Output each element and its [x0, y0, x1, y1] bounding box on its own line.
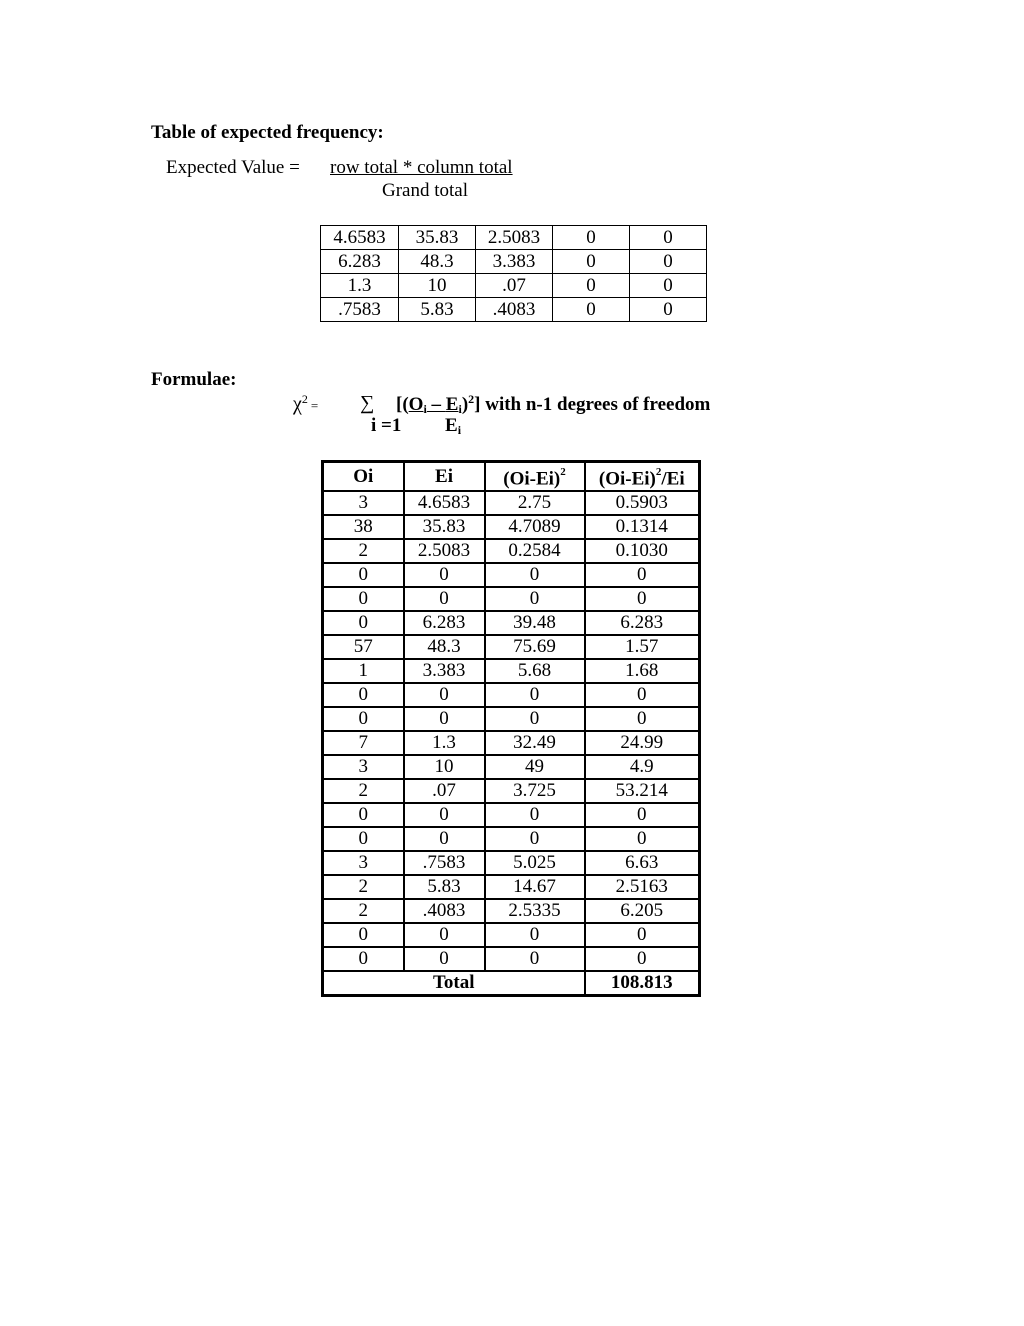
table-cell: 0.2584 [485, 539, 585, 563]
expected-frequency-heading: Table of expected frequency: [151, 122, 384, 143]
table-row [323, 611, 700, 635]
table-cell: 2 [323, 875, 404, 899]
expected-cell: 0 [553, 274, 630, 298]
table-cell: .4083 [404, 899, 485, 923]
table-cell: 0 [485, 563, 585, 587]
table-cell: 2 [323, 899, 404, 923]
table-cell: .07 [404, 779, 485, 803]
table-cell: 0 [585, 587, 700, 611]
total-value: 108.813 [585, 971, 700, 996]
table-cell: 0 [404, 803, 485, 827]
table-cell: 0 [485, 827, 585, 851]
table-row [323, 899, 700, 923]
table-row [323, 587, 700, 611]
table-cell: 0.1030 [585, 539, 700, 563]
table-cell: 0 [323, 707, 404, 731]
table-cell: 0 [585, 803, 700, 827]
table-row [323, 947, 700, 971]
header-diff-squared: $(Oi-Ei)^2$ [485, 462, 585, 492]
table-row [323, 875, 700, 899]
table-cell: 0.5903 [585, 491, 700, 515]
expected-cell: .7583 [321, 298, 399, 322]
table-cell: 2.5335 [485, 899, 585, 923]
table-cell: 5.83 [404, 875, 485, 899]
expected-cell: 1.3 [321, 274, 399, 298]
sigma-symbol: ∑ [360, 392, 375, 414]
table-cell: 0 [323, 611, 404, 635]
table-cell: 0 [585, 923, 700, 947]
table-row [323, 635, 700, 659]
table-cell: 0 [404, 827, 485, 851]
table-cell: 4.9 [585, 755, 700, 779]
table-cell: 24.99 [585, 731, 700, 755]
chi-square-formula: $[(O_i - E_i)^2]$ with n-1 degrees of freedom [396, 392, 711, 416]
table-cell: 0 [585, 947, 700, 971]
table-cell: 0 [323, 683, 404, 707]
table-cell: 7 [323, 731, 404, 755]
table-cell: 0 [323, 947, 404, 971]
table-cell: 0 [485, 683, 585, 707]
table-cell: 6.63 [585, 851, 700, 875]
table-cell: 2.5083 [404, 539, 485, 563]
chi-table-header-row [323, 462, 700, 492]
table-cell: 2 [323, 779, 404, 803]
table-cell: 6.283 [404, 611, 485, 635]
expected-cell: 48.3 [399, 250, 476, 274]
table-cell: 2.75 [485, 491, 585, 515]
total-row [323, 971, 700, 996]
table-cell: 5.025 [485, 851, 585, 875]
table-cell: 0 [485, 707, 585, 731]
expected-cell: 0 [630, 250, 707, 274]
table-cell: 0 [485, 947, 585, 971]
expected-cell: 0 [553, 226, 630, 250]
table-cell: 6.283 [585, 611, 700, 635]
table-cell: 38 [323, 515, 404, 539]
table-row [323, 491, 700, 515]
table-row [323, 779, 700, 803]
table-cell: 1 [323, 659, 404, 683]
expected-cell: 5.83 [399, 298, 476, 322]
expected-value-denominator: Grand total [382, 180, 469, 201]
expected-cell: 10 [399, 274, 476, 298]
expected-value-numerator: row total * column total [330, 157, 513, 178]
expected-row [321, 274, 707, 298]
expected-cell: 2.5083 [476, 226, 553, 250]
table-cell: 0 [404, 947, 485, 971]
table-cell: 3 [323, 851, 404, 875]
header-diff-squared-over-ei: $(Oi-Ei)^2/Ei$ [585, 462, 700, 492]
expected-row [321, 298, 707, 322]
formulae-heading: Formulae: [151, 369, 237, 390]
table-row [323, 923, 700, 947]
table-cell: 0 [485, 923, 585, 947]
header-ei: Ei [404, 462, 485, 492]
expected-cell: 0 [630, 226, 707, 250]
table-cell: 0 [323, 563, 404, 587]
table-row [323, 659, 700, 683]
table-cell: 3 [323, 755, 404, 779]
chi-square-table [321, 460, 701, 997]
table-cell: 2.5163 [585, 875, 700, 899]
table-row [323, 539, 700, 563]
table-row [323, 755, 700, 779]
table-cell: 1.57 [585, 635, 700, 659]
table-cell: 2 [323, 539, 404, 563]
table-row [323, 827, 700, 851]
table-row [323, 731, 700, 755]
expected-frequency-table [320, 225, 707, 322]
table-cell: 0 [585, 563, 700, 587]
expected-cell: .4083 [476, 298, 553, 322]
table-cell: 53.214 [585, 779, 700, 803]
table-cell: 0.1314 [585, 515, 700, 539]
header-oi: Oi [323, 462, 404, 492]
expected-row [321, 226, 707, 250]
chi-square-symbol: $\chi^2$ = [293, 392, 319, 415]
table-cell: 4.7089 [485, 515, 585, 539]
table-cell: 3.383 [404, 659, 485, 683]
table-cell: 0 [485, 587, 585, 611]
table-cell: 0 [323, 587, 404, 611]
expected-row [321, 250, 707, 274]
table-cell: 75.69 [485, 635, 585, 659]
table-row [323, 563, 700, 587]
expected-cell: 3.383 [476, 250, 553, 274]
table-cell: .7583 [404, 851, 485, 875]
table-cell: 0 [323, 803, 404, 827]
table-cell: 0 [485, 803, 585, 827]
total-label: Total [323, 971, 585, 996]
expected-cell: 35.83 [399, 226, 476, 250]
table-row [323, 515, 700, 539]
table-cell: 1.68 [585, 659, 700, 683]
expected-cell: 0 [553, 298, 630, 322]
table-cell: 0 [323, 923, 404, 947]
table-cell: 49 [485, 755, 585, 779]
table-row [323, 803, 700, 827]
table-row [323, 683, 700, 707]
table-cell: 0 [404, 683, 485, 707]
formula-denominator: $E_i$ [445, 415, 462, 437]
table-cell: 39.48 [485, 611, 585, 635]
table-cell: 0 [404, 923, 485, 947]
table-cell: 0 [585, 683, 700, 707]
expected-cell: 0 [630, 298, 707, 322]
table-cell: 0 [404, 707, 485, 731]
table-cell: 0 [323, 827, 404, 851]
expected-cell: .07 [476, 274, 553, 298]
table-cell: 0 [404, 563, 485, 587]
table-cell: 0 [585, 827, 700, 851]
table-cell: 0 [404, 587, 485, 611]
expected-cell: 6.283 [321, 250, 399, 274]
table-cell: 57 [323, 635, 404, 659]
expected-cell: 0 [553, 250, 630, 274]
table-cell: 6.205 [585, 899, 700, 923]
expected-cell: 4.6583 [321, 226, 399, 250]
table-cell: 5.68 [485, 659, 585, 683]
table-cell: 10 [404, 755, 485, 779]
table-row [323, 707, 700, 731]
table-cell: 35.83 [404, 515, 485, 539]
table-cell: 3.725 [485, 779, 585, 803]
table-cell: 3 [323, 491, 404, 515]
expected-value-label: Expected Value = [166, 157, 300, 178]
table-cell: 32.49 [485, 731, 585, 755]
table-cell: 1.3 [404, 731, 485, 755]
table-row [323, 851, 700, 875]
expected-cell: 0 [630, 274, 707, 298]
table-cell: 48.3 [404, 635, 485, 659]
table-cell: 14.67 [485, 875, 585, 899]
sum-lower-limit: i =1 [371, 415, 402, 436]
table-cell: 4.6583 [404, 491, 485, 515]
table-cell: 0 [585, 707, 700, 731]
